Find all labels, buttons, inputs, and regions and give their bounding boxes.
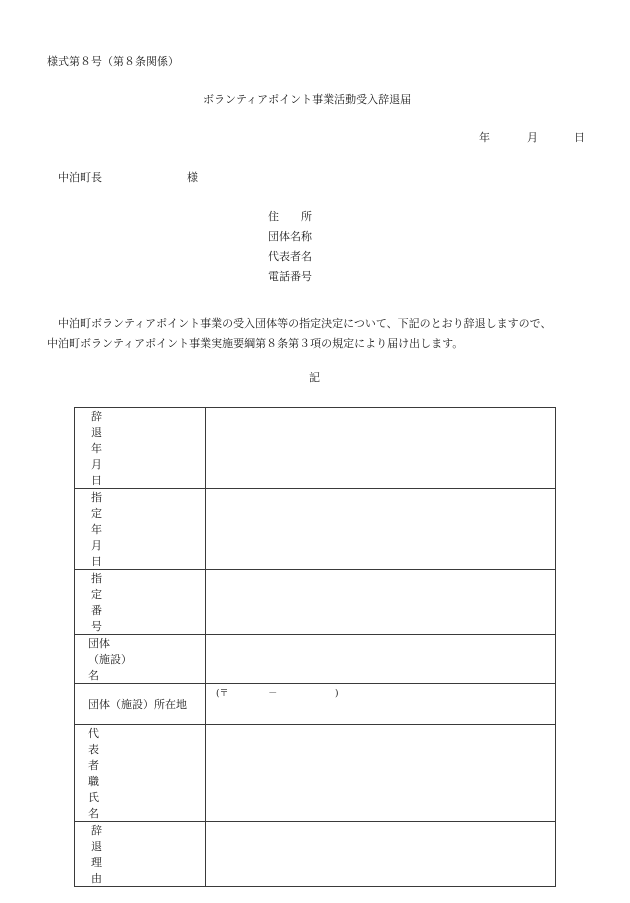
body-text	[47, 314, 607, 354]
label-char: 指	[91, 491, 102, 504]
address-label: 住 所	[268, 210, 312, 223]
label-char: 年	[91, 442, 102, 455]
label-char: 日	[91, 555, 102, 568]
facility-name-field[interactable]	[206, 635, 556, 684]
label-char: 定	[91, 588, 102, 601]
postal-open: (〒	[216, 688, 229, 699]
label-char: 名	[88, 807, 99, 820]
label-char: 月	[91, 539, 102, 552]
table-row-facility-name	[75, 635, 556, 684]
date-day-label: 日	[574, 131, 585, 144]
label-char: 者	[88, 759, 99, 772]
label-char: 職	[88, 775, 99, 788]
label-char: 退	[91, 426, 102, 439]
date-year-label: 年	[479, 131, 490, 144]
body-line-1: 中泊町ボランティアポイント事業の受入団体等の指定決定について、下記のとおり辞退しますので、	[58, 317, 552, 330]
addressee-honorific: 様	[187, 171, 198, 184]
table-row-reason	[75, 822, 556, 887]
label-char: 日	[91, 474, 102, 487]
representative-title-field[interactable]	[206, 725, 556, 822]
label-char: 号	[91, 620, 102, 633]
withdrawal-form-table	[74, 407, 556, 887]
form-number: 様式第８号（第８条関係）	[47, 55, 179, 68]
label-char: 番	[91, 604, 102, 617]
facility-address-field[interactable]	[206, 684, 556, 725]
label-char: 理	[91, 856, 102, 869]
row-label	[75, 408, 206, 489]
label-char: 辞	[91, 410, 102, 423]
label-char: （施設）	[88, 653, 132, 666]
row-label	[75, 489, 206, 570]
label-char: 定	[91, 507, 102, 520]
document-title: ボランティアポイント事業活動受入辞退届	[203, 93, 412, 106]
postal-code-marker	[216, 686, 565, 699]
label-char: 辞	[91, 824, 102, 837]
group-name-label: 団体名称	[268, 230, 312, 243]
label-char: 退	[91, 840, 102, 853]
table-row-representative-title	[75, 725, 556, 822]
label-char: 由	[91, 872, 102, 885]
label-char: 年	[91, 523, 102, 536]
label-char: 名	[88, 669, 99, 682]
facility-address-label: 団体（施設）所在地	[88, 698, 187, 711]
row-label	[75, 570, 206, 635]
label-char: 氏	[88, 791, 99, 804]
label-char: 表	[88, 743, 99, 756]
withdrawal-date-field[interactable]	[206, 408, 556, 489]
table-row-withdrawal-date	[75, 408, 556, 489]
row-label	[75, 635, 206, 684]
body-line-2: 中泊町ボランティアポイント事業実施要綱第８条第３項の規定により届け出します。	[47, 337, 464, 350]
date-month-label: 月	[527, 131, 538, 144]
representative-label: 代表者名	[268, 250, 312, 263]
table-row-designation-number	[75, 570, 556, 635]
postal-dash: －	[268, 688, 278, 699]
label-char: 月	[91, 458, 102, 471]
row-label	[75, 725, 206, 822]
row-label	[75, 684, 206, 725]
table-row-designation-date	[75, 489, 556, 570]
label-char: 代	[88, 727, 99, 740]
designation-date-field[interactable]	[206, 489, 556, 570]
reason-field[interactable]	[206, 822, 556, 887]
ki-heading: 記	[309, 371, 320, 384]
designation-number-field[interactable]	[206, 570, 556, 635]
label-char: 団体	[88, 637, 110, 650]
applicant-block	[268, 211, 312, 291]
row-label	[75, 822, 206, 887]
phone-label: 電話番号	[268, 270, 312, 283]
postal-close: )	[335, 688, 339, 699]
table-row-facility-address	[75, 684, 556, 725]
label-char: 指	[91, 572, 102, 585]
addressee-name: 中泊町長	[58, 171, 102, 184]
